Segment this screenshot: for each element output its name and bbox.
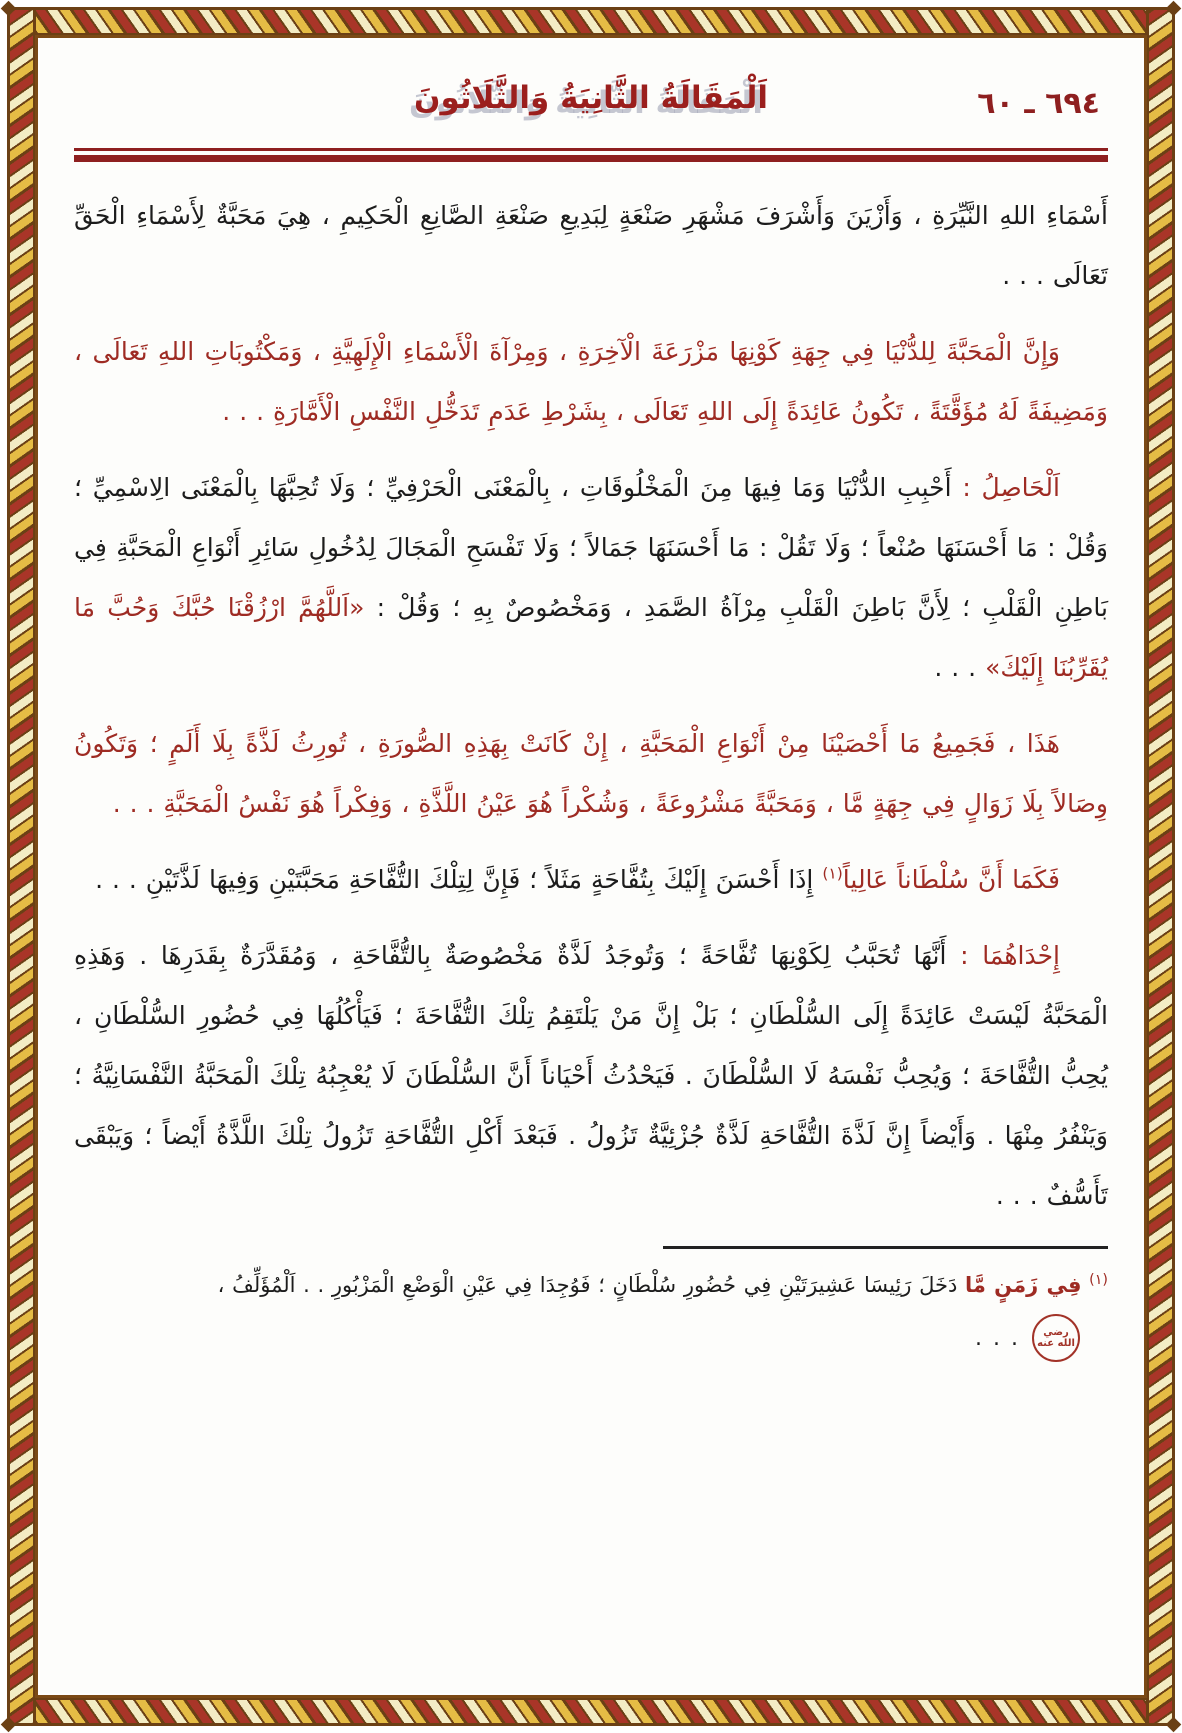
- chain-border-right: [1146, 7, 1175, 1726]
- paragraph-text: أَسْمَاءِ اللهِ النَّيِّرَةِ ، وَأَزْيَنَ وَأَشْرَفَ مَشْهَرِ صَنْعَةٍ لِبَدِيعِ صَنْعَةِ الصَّانِعِ الْحَكِيمِ ، هِيَ مَحَبَّةٌ لِأَسْمَاءِ الْحَقِّ تَعَالَى . . .: [74, 201, 1108, 290]
- footnote-lead-red: فِي زَمَنٍ مَّا: [964, 1273, 1082, 1297]
- paragraph-lead-red: فَكَمَا أَنَّ سُلْطَاناً عَالِياً: [842, 865, 1060, 894]
- header-double-rule: [74, 148, 1108, 162]
- chapter-title: اَلْمَقَالَةُ الثَّانِيَةُ وَالثَّلَاثُونَ: [414, 80, 768, 116]
- chain-border-top: [7, 7, 1175, 36]
- paragraph-text-red: وَإِنَّ الْمَحَبَّةَ لِلدُّنْيَا فِي جِهَةِ كَوْنِهَا مَزْرَعَةَ الْآخِرَةِ ، وَمِرْآةَ الْأَسْمَاءِ الْإِلَهِيَّةِ ، وَمَكْتُوبَاتِ اللهِ تَعَالَى ، وَمَضِيفَةً لَهُ مُؤَقَّتَةً ، تَكُونُ عَائِدَةً إِلَى اللهِ تَعَالَى ، بِشَرْطِ عَدَمِ تَدَخُّلِ النَّفْسِ الْأَمَّارَةِ . . .: [74, 337, 1108, 426]
- paragraph-ellipsis: . . .: [934, 653, 986, 682]
- page-number: ٦٩٤ ـ ٦٠: [977, 86, 1100, 121]
- radi-allahu-anhu-seal-icon: رضي الله عنه: [1032, 1314, 1080, 1362]
- paragraph-lead-red: اَلْحَاصِلُ :: [951, 473, 1060, 502]
- footnote-separator-rule: [663, 1246, 1108, 1249]
- quoted-supplication-red: «اَللَّهُمَّ ارْزُقْنَا حُبَّكَ وَحُبَّ مَا يُقَرِّبُنَا إِلَيْكَ»: [74, 593, 1108, 682]
- paragraph-text-red: هَذَا ، فَجَمِيعُ مَا أَحْصَيْنَا مِنْ أَنْوَاعِ الْمَحَبَّةِ ، إِنْ كَانَتْ بِهَذِهِ الصُّورَةِ ، تُورِثُ لَذَّةً بِلَا أَلَمٍ ؛ وَتَكُونُ وِصَالاً بِلَا زَوَالٍ فِي جِهَةٍ مَّا ، وَمَحَبَّةً مَشْرُوعَةً ، وَشُكْراً هُوَ عَيْنُ اللَّذَّةِ ، وَفِكْراً هُوَ نَفْسُ الْمَحَبَّةِ . . .: [74, 729, 1108, 818]
- paragraph-text: أَنَّهَا تُحَبَّبُ لِكَوْنِهَا تُفَّاحَةً ؛ وَتُوجَدُ لَذَّةٌ مَخْصُوصَةٌ بِالتُّفَّاحَةِ ، وَمُقَدَّرَةٌ بِقَدَرِهَا . وَهَذِهِ الْمَحَبَّةُ لَيْسَتْ عَائِدَةً إِلَى السُّلْطَانِ ؛ بَلْ إِنَّ مَنْ يَلْتَقِمُ تِلْكَ التُّفَّاحَةَ ؛ فَيَأْكُلُهَا فِي حُضُورِ السُّلْطَانِ ، يُحِبُّ التُّفَّاحَةَ ؛ وَيُحِبُّ نَفْسَهُ لَا السُّلْطَانَ . فَيَحْدُثُ أَحْيَاناً أَنَّ السُّلْطَانَ لَا يُعْجِبُهُ تِلْكَ الْمَحَبَّةُ النَّفْسَانِيَّةُ ؛ وَيَنْفُرُ مِنْهَا . وَأَيْضاً إِنَّ لَذَّةَ التُّفَّاحَةِ لَذَّةٌ جُزْئِيَّةٌ تَزُولُ . فَبَعْدَ أَكْلِ التُّفَّاحَةِ تَزُولُ تِلْكَ اللَّذَّةُ أَيْضاً ؛ وَيَبْقَى تَأَسُّفٌ . . .: [74, 941, 1108, 1210]
- body-paragraph: [74, 850, 1108, 910]
- chain-border-left: [7, 7, 36, 1726]
- chain-border-bottom: [7, 1697, 1175, 1726]
- footnote-signature-line: [74, 1314, 1080, 1362]
- page-header: [74, 72, 1108, 138]
- footnote-text: دَخَلَ رَئِيسَا عَشِيرَتَيْنِ فِي حُضُورِ سُلْطَانٍ ؛ فَوُجِدَا فِي عَيْنِ الْوَضْعِ الْمَزْبُورِ . . اَلْمُؤَلِّفُ ،: [217, 1273, 965, 1297]
- paragraph-text: إِذَا أَحْسَنَ إِلَيْكَ بِتُفَّاحَةٍ مَثَلاً ؛ فَإِنَّ لِتِلْكَ التُّفَّاحَةِ مَحَبَّتَيْنِ وَفِيهَا لَذَّتَيْنِ . . .: [95, 865, 823, 894]
- paragraph-lead-red: إِحْدَاهُمَا :: [946, 941, 1060, 970]
- paragraph-text: أَحْبِبِ الدُّنْيَا وَمَا فِيهَا مِنَ الْمَخْلُوقَاتِ ، بِالْمَعْنَى الْحَرْفِيِّ ؛ وَلَا تُحِبَّهَا بِالْمَعْنَى الِاسْمِيِّ ؛ وَقُلْ : مَا أَحْسَنَهَا صُنْعاً ؛ وَلَا تَقُلْ : مَا أَحْسَنَهَا جَمَالاً ؛ وَلَا تَفْسَحِ الْمَجَالَ لِدُخُولِ سَائِرِ أَنْوَاعِ الْمَحَبَّةِ فِي بَاطِنِ الْقَلْبِ ؛ لِأَنَّ بَاطِنَ الْقَلْبِ مِرْآةُ الصَّمَدِ ، وَمَخْصُوصٌ بِهِ ؛ وَقُلْ :: [74, 473, 1109, 622]
- footnote-reference-marker: (١): [822, 864, 843, 883]
- footnote-marker: (١): [1089, 1272, 1108, 1288]
- body-paragraph: [74, 714, 1108, 834]
- body-paragraph: [74, 322, 1108, 442]
- body-paragraph: [74, 926, 1108, 1226]
- body-paragraph: [74, 458, 1108, 698]
- trailing-dots: . . .: [975, 1325, 1020, 1351]
- body-paragraph: [74, 186, 1108, 306]
- page-content: [40, 40, 1142, 1693]
- footnote: [74, 1259, 1108, 1306]
